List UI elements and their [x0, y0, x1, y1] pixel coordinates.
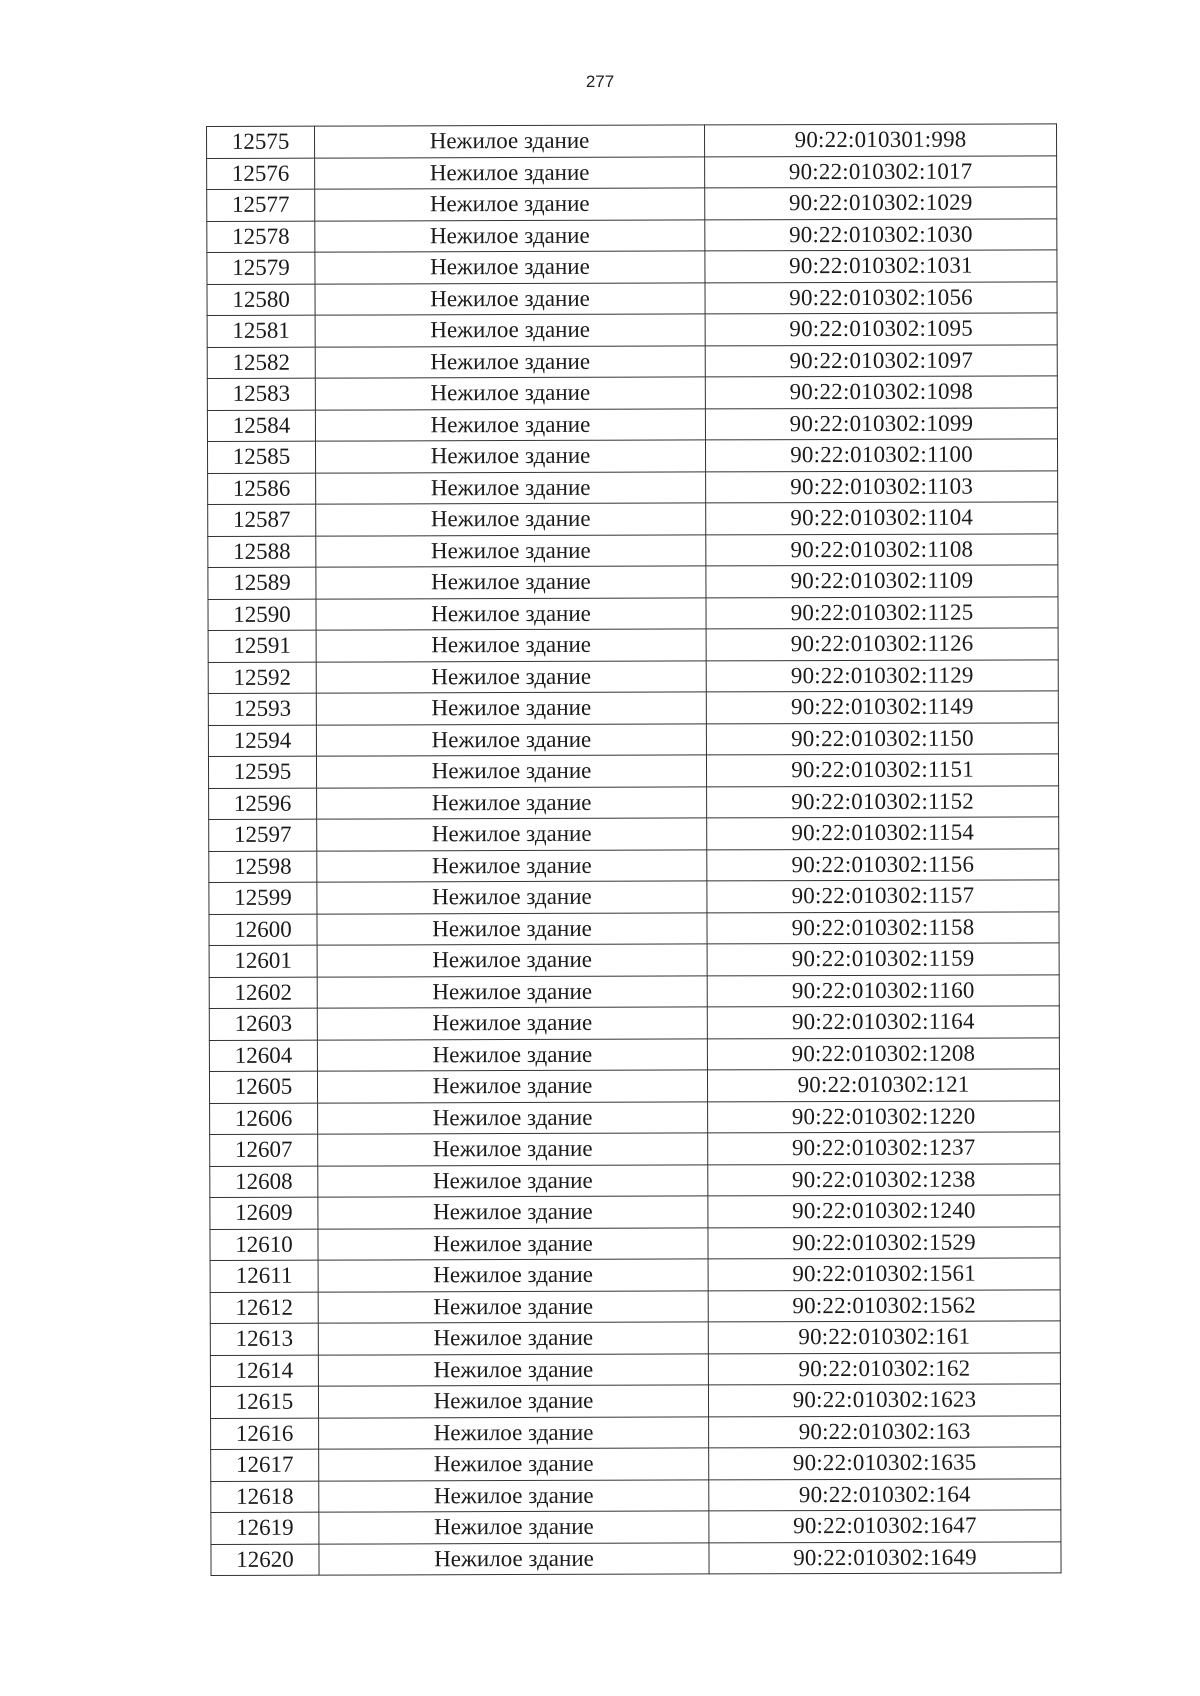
- row-number-cell: 12617: [211, 1449, 319, 1481]
- cadastral-number-cell: 90:22:010302:1238: [708, 1163, 1060, 1196]
- table-row: [210, 1163, 1060, 1197]
- object-type-cell: Нежилое здание: [318, 1353, 708, 1386]
- cadastral-number-cell: 90:22:010302:164: [709, 1478, 1061, 1511]
- table-row: [210, 1258, 1060, 1292]
- row-number-cell: 12581: [207, 315, 315, 347]
- row-number-cell: 12604: [209, 1040, 317, 1072]
- cadastral-number-cell: 90:22:010302:1109: [706, 565, 1058, 598]
- row-number-cell: 12590: [208, 599, 316, 631]
- object-type-cell: Нежилое здание: [315, 156, 705, 189]
- table-row: [208, 533, 1058, 567]
- row-number-cell: 12601: [209, 945, 317, 977]
- object-type-cell: Нежилое здание: [318, 1290, 708, 1323]
- cadastral-number-cell: 90:22:010302:1208: [707, 1037, 1059, 1070]
- table-row: [210, 1289, 1060, 1323]
- row-number-cell: 12580: [207, 284, 315, 316]
- object-type-cell: Нежилое здание: [315, 377, 705, 410]
- table-row: [207, 155, 1057, 189]
- cadastral-number-cell: 90:22:010302:1240: [708, 1195, 1060, 1228]
- object-type-cell: Нежилое здание: [317, 975, 707, 1008]
- cadastral-number-cell: 90:22:010302:1529: [708, 1226, 1060, 1259]
- object-type-cell: Нежилое здание: [315, 125, 705, 158]
- cadastral-number-cell: 90:22:010302:1104: [706, 502, 1058, 535]
- table-row: [207, 376, 1057, 410]
- object-type-cell: Нежилое здание: [318, 1164, 708, 1197]
- row-number-cell: 12589: [208, 567, 316, 599]
- cadastral-number-cell: 90:22:010302:1160: [707, 974, 1059, 1007]
- row-number-cell: 12593: [208, 693, 316, 725]
- cadastral-number-cell: 90:22:010302:1098: [705, 376, 1057, 409]
- cadastral-number-cell: 90:22:010302:1150: [706, 722, 1058, 755]
- cadastral-number-cell: 90:22:010302:1103: [706, 470, 1058, 503]
- table-row: [208, 470, 1058, 504]
- table-row: [208, 722, 1058, 756]
- object-type-cell: Нежилое здание: [319, 1416, 709, 1449]
- row-number-cell: 12614: [210, 1355, 318, 1387]
- cadastral-number-cell: 90:22:010302:1157: [707, 880, 1059, 913]
- cadastral-number-cell: 90:22:010302:1097: [705, 344, 1057, 377]
- cadastral-number-cell: 90:22:010302:1220: [708, 1100, 1060, 1133]
- row-number-cell: 12612: [210, 1292, 318, 1324]
- table-row: [207, 124, 1057, 158]
- cadastral-number-cell: 90:22:010302:1647: [709, 1510, 1061, 1543]
- row-number-cell: 12575: [207, 126, 315, 158]
- cadastral-number-cell: 90:22:010302:1158: [707, 911, 1059, 944]
- table-row: [209, 880, 1059, 914]
- row-number-cell: 12585: [207, 441, 315, 473]
- row-number-cell: 12594: [208, 725, 316, 757]
- row-number-cell: 12606: [210, 1103, 318, 1135]
- cadastral-number-cell: 90:22:010302:1561: [708, 1258, 1060, 1291]
- cadastral-number-cell: 90:22:010302:1095: [705, 313, 1057, 346]
- table-row: [210, 1384, 1060, 1418]
- object-type-cell: Нежилое здание: [316, 755, 706, 788]
- row-number-cell: 12616: [211, 1418, 319, 1450]
- object-type-cell: Нежилое здание: [319, 1448, 709, 1481]
- cadastral-number-cell: 90:22:010302:1129: [706, 659, 1058, 692]
- object-type-cell: Нежилое здание: [316, 597, 706, 630]
- cadastral-number-cell: 90:22:010302:163: [709, 1415, 1061, 1448]
- object-type-cell: Нежилое здание: [316, 692, 706, 725]
- cadastral-number-cell: 90:22:010302:1649: [709, 1541, 1061, 1574]
- object-type-cell: Нежилое здание: [316, 534, 706, 567]
- cadastral-number-cell: 90:22:010302:1126: [706, 628, 1058, 661]
- table-row: [208, 659, 1058, 693]
- cadastral-number-cell: 90:22:010302:1151: [706, 754, 1058, 787]
- row-number-cell: 12595: [208, 756, 316, 788]
- row-number-cell: 12599: [209, 882, 317, 914]
- table-row: [211, 1510, 1061, 1544]
- cadastral-number-cell: 90:22:010302:1154: [707, 817, 1059, 850]
- page-number: 277: [585, 72, 615, 91]
- table-row: [211, 1447, 1061, 1481]
- object-type-cell: Нежилое здание: [318, 1227, 708, 1260]
- table-row: [211, 1478, 1061, 1512]
- cadastral-number-cell: 90:22:010302:161: [708, 1321, 1060, 1354]
- table-row: [207, 187, 1057, 221]
- table-row: [207, 218, 1057, 252]
- object-type-cell: Нежилое здание: [317, 1007, 707, 1040]
- table-row: [210, 1226, 1060, 1260]
- row-number-cell: 12603: [209, 1008, 317, 1040]
- object-type-cell: Нежилое здание: [315, 188, 705, 221]
- table-row: [207, 407, 1057, 441]
- object-type-cell: Нежилое здание: [315, 251, 705, 284]
- cadastral-number-cell: 90:22:010302:1159: [707, 943, 1059, 976]
- object-type-cell: Нежилое здание: [316, 471, 706, 504]
- object-type-cell: Нежилое здание: [316, 503, 706, 536]
- row-number-cell: 12609: [210, 1197, 318, 1229]
- table-row: [208, 596, 1058, 630]
- row-number-cell: 12602: [209, 977, 317, 1009]
- table-row: [209, 1037, 1059, 1071]
- row-number-cell: 12605: [209, 1071, 317, 1103]
- object-type-cell: Нежилое здание: [317, 912, 707, 945]
- row-number-cell: 12582: [207, 347, 315, 379]
- table-row: [210, 1132, 1060, 1166]
- object-type-cell: Нежилое здание: [317, 1038, 707, 1071]
- object-type-cell: Нежилое здание: [317, 786, 707, 819]
- table-row: [207, 250, 1057, 284]
- cadastral-number-cell: 90:22:010302:1149: [706, 691, 1058, 724]
- row-number-cell: 12578: [207, 221, 315, 253]
- cadastral-number-cell: 90:22:010302:1164: [707, 1006, 1059, 1039]
- row-number-cell: 12608: [210, 1166, 318, 1198]
- object-type-cell: Нежилое здание: [316, 566, 706, 599]
- cadastral-number-cell: 90:22:010302:1030: [705, 218, 1057, 251]
- table-row: [208, 565, 1058, 599]
- row-number-cell: 12586: [208, 473, 316, 505]
- table-row: [208, 691, 1058, 725]
- object-type-cell: Нежилое здание: [319, 1542, 709, 1575]
- table-row: [207, 313, 1057, 347]
- table-row: [207, 344, 1057, 378]
- cadastral-number-cell: 90:22:010302:1152: [707, 785, 1059, 818]
- row-number-cell: 12620: [211, 1544, 319, 1576]
- row-number-cell: 12596: [209, 788, 317, 820]
- object-type-cell: Нежилое здание: [317, 818, 707, 851]
- row-number-cell: 12588: [208, 536, 316, 568]
- cadastral-number-cell: 90:22:010302:121: [707, 1069, 1059, 1102]
- table-row: [207, 439, 1057, 473]
- object-type-cell: Нежилое здание: [318, 1101, 708, 1134]
- row-number-cell: 12584: [207, 410, 315, 442]
- row-number-cell: 12607: [210, 1134, 318, 1166]
- row-number-cell: 12591: [208, 630, 316, 662]
- object-type-cell: Нежилое здание: [318, 1259, 708, 1292]
- object-type-cell: Нежилое здание: [317, 881, 707, 914]
- table-row: [209, 974, 1059, 1008]
- table-row: [211, 1415, 1061, 1449]
- table-row: [209, 1069, 1059, 1103]
- table-row: [209, 817, 1059, 851]
- object-type-cell: Нежилое здание: [315, 219, 705, 252]
- table-row: [209, 848, 1059, 882]
- object-type-cell: Нежилое здание: [315, 282, 705, 315]
- table-row: [209, 785, 1059, 819]
- object-type-cell: Нежилое здание: [315, 440, 705, 473]
- row-number-cell: 12619: [211, 1512, 319, 1544]
- row-number-cell: 12610: [210, 1229, 318, 1261]
- cadastral-number-cell: 90:22:010302:1029: [705, 187, 1057, 220]
- row-number-cell: 12579: [207, 252, 315, 284]
- cadastral-number-cell: 90:22:010302:1017: [705, 155, 1057, 188]
- table-row: [210, 1195, 1060, 1229]
- registry-table: [206, 123, 1062, 1576]
- object-type-cell: Нежилое здание: [315, 314, 705, 347]
- cadastral-number-cell: 90:22:010301:998: [704, 124, 1056, 157]
- row-number-cell: 12613: [210, 1323, 318, 1355]
- row-number-cell: 12615: [210, 1386, 318, 1418]
- row-number-cell: 12577: [207, 189, 315, 221]
- object-type-cell: Нежилое здание: [315, 345, 705, 378]
- table-row: [211, 1541, 1061, 1575]
- object-type-cell: Нежилое здание: [317, 849, 707, 882]
- object-type-cell: Нежилое здание: [317, 944, 707, 977]
- row-number-cell: 12592: [208, 662, 316, 694]
- object-type-cell: Нежилое здание: [316, 629, 706, 662]
- table-row: [210, 1321, 1060, 1355]
- object-type-cell: Нежилое здание: [316, 660, 706, 693]
- cadastral-number-cell: 90:22:010302:1562: [708, 1289, 1060, 1322]
- cadastral-number-cell: 90:22:010302:1100: [705, 439, 1057, 472]
- table-row: [208, 628, 1058, 662]
- row-number-cell: 12598: [209, 851, 317, 883]
- table-row: [210, 1352, 1060, 1386]
- row-number-cell: 12618: [211, 1481, 319, 1513]
- table-row: [207, 281, 1057, 315]
- table-row: [209, 943, 1059, 977]
- table-row: [209, 911, 1059, 945]
- table-row: [210, 1100, 1060, 1134]
- table-row: [208, 502, 1058, 536]
- object-type-cell: Нежилое здание: [319, 1479, 709, 1512]
- registry-table-body: [207, 124, 1062, 1576]
- row-number-cell: 12587: [208, 504, 316, 536]
- object-type-cell: Нежилое здание: [319, 1511, 709, 1544]
- cadastral-number-cell: 90:22:010302:1099: [705, 407, 1057, 440]
- cadastral-number-cell: 90:22:010302:1635: [709, 1447, 1061, 1480]
- cadastral-number-cell: 90:22:010302:1623: [708, 1384, 1060, 1417]
- registry-table-container: [206, 123, 1061, 1576]
- cadastral-number-cell: 90:22:010302:1125: [706, 596, 1058, 629]
- row-number-cell: 12597: [209, 819, 317, 851]
- object-type-cell: Нежилое здание: [317, 1070, 707, 1103]
- table-row: [209, 1006, 1059, 1040]
- cadastral-number-cell: 90:22:010302:1108: [706, 533, 1058, 566]
- object-type-cell: Нежилое здание: [318, 1385, 708, 1418]
- object-type-cell: Нежилое здание: [316, 723, 706, 756]
- object-type-cell: Нежилое здание: [318, 1322, 708, 1355]
- cadastral-number-cell: 90:22:010302:162: [708, 1352, 1060, 1385]
- object-type-cell: Нежилое здание: [318, 1133, 708, 1166]
- cadastral-number-cell: 90:22:010302:1237: [708, 1132, 1060, 1165]
- table-row: [208, 754, 1058, 788]
- object-type-cell: Нежилое здание: [318, 1196, 708, 1229]
- cadastral-number-cell: 90:22:010302:1031: [705, 250, 1057, 283]
- cadastral-number-cell: 90:22:010302:1056: [705, 281, 1057, 314]
- row-number-cell: 12611: [210, 1260, 318, 1292]
- cadastral-number-cell: 90:22:010302:1156: [707, 848, 1059, 881]
- row-number-cell: 12576: [207, 158, 315, 190]
- row-number-cell: 12583: [207, 378, 315, 410]
- object-type-cell: Нежилое здание: [315, 408, 705, 441]
- row-number-cell: 12600: [209, 914, 317, 946]
